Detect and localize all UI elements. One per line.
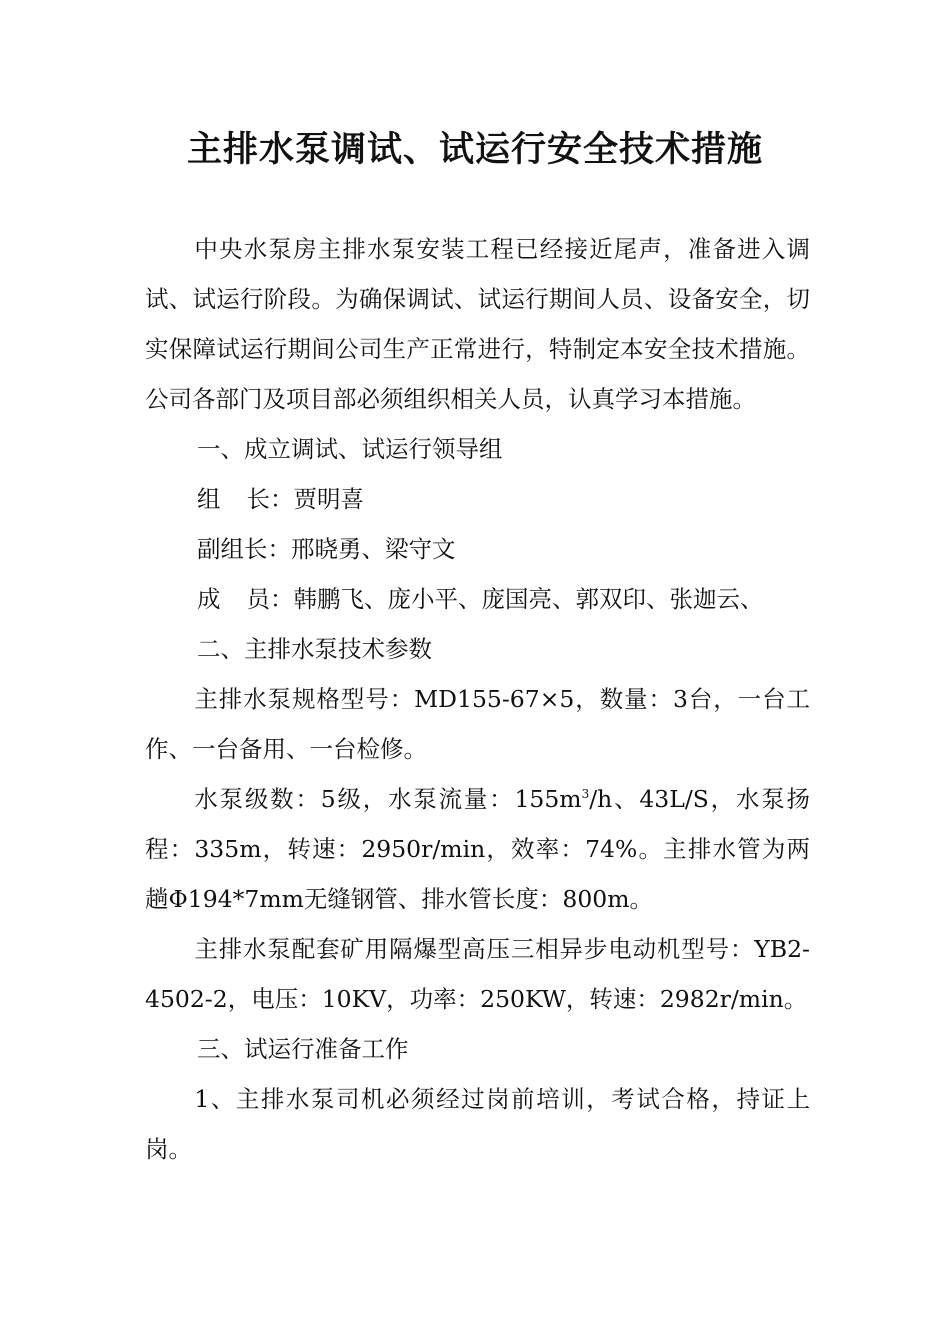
leader-label-a: 组 <box>197 485 221 513</box>
member-label-b: 员 <box>246 585 270 613</box>
section-1-heading: 一、成立调试、试运行领导组 <box>197 435 503 463</box>
section-3-heading: 三、试运行准备工作 <box>197 1035 409 1063</box>
document-title: 主排水泵调试、试运行安全技术措施 <box>186 130 763 170</box>
leader-value: ：贾明喜 <box>270 485 364 513</box>
deputy-leader-line: 副组长：邢晓勇、梁守文 <box>197 535 456 563</box>
pump-params-text-a: 水泵级数：5级，水泵流量：155m <box>194 785 582 813</box>
pump-params-paragraph <box>145 774 810 924</box>
cubic-superscript: 3 <box>581 787 590 801</box>
members-line <box>145 574 810 624</box>
pump-spec-paragraph: 主排水泵规格型号：MD155-67×5，数量：3台，一台工作、一台备用、一台检修。 <box>145 685 810 763</box>
member-value: ：韩鹏飞、庞小平、庞国亮、郭双印、张迦云、 <box>270 585 764 613</box>
motor-spec-paragraph: 主排水泵配套矿用隔爆型高压三相异步电动机型号：YB2-4502-2，电压：10KV，功率：250KW，转速：2982r/min。 <box>145 935 810 1013</box>
section-2-heading: 二、主排水泵技术参数 <box>197 635 432 663</box>
leader-line <box>145 474 810 524</box>
leader-label-b: 长 <box>246 485 270 513</box>
member-label-a: 成 <box>197 585 221 613</box>
preparation-item-1: 1、主排水泵司机必须经过岗前培训，考试合格，持证上岗。 <box>145 1085 810 1163</box>
document-body <box>145 224 810 1174</box>
intro-paragraph: 中央水泵房主排水泵安装工程已经接近尾声，准备进入调试、试运行阶段。为确保调试、试运行期间人员、设备安全，切实保障试运行期间公司生产正常进行，特制定本安全技术措施。公司各部门及项目部必须组织相关人员，认真学习本措施。 <box>145 235 810 413</box>
pump-params-text-b: /h、43L/S，水泵扬程：335m，转速：2950r/min，效率：74%。主排水管为两趟Φ194*7mm无缝钢管、排水管长度：800m。 <box>145 785 810 913</box>
